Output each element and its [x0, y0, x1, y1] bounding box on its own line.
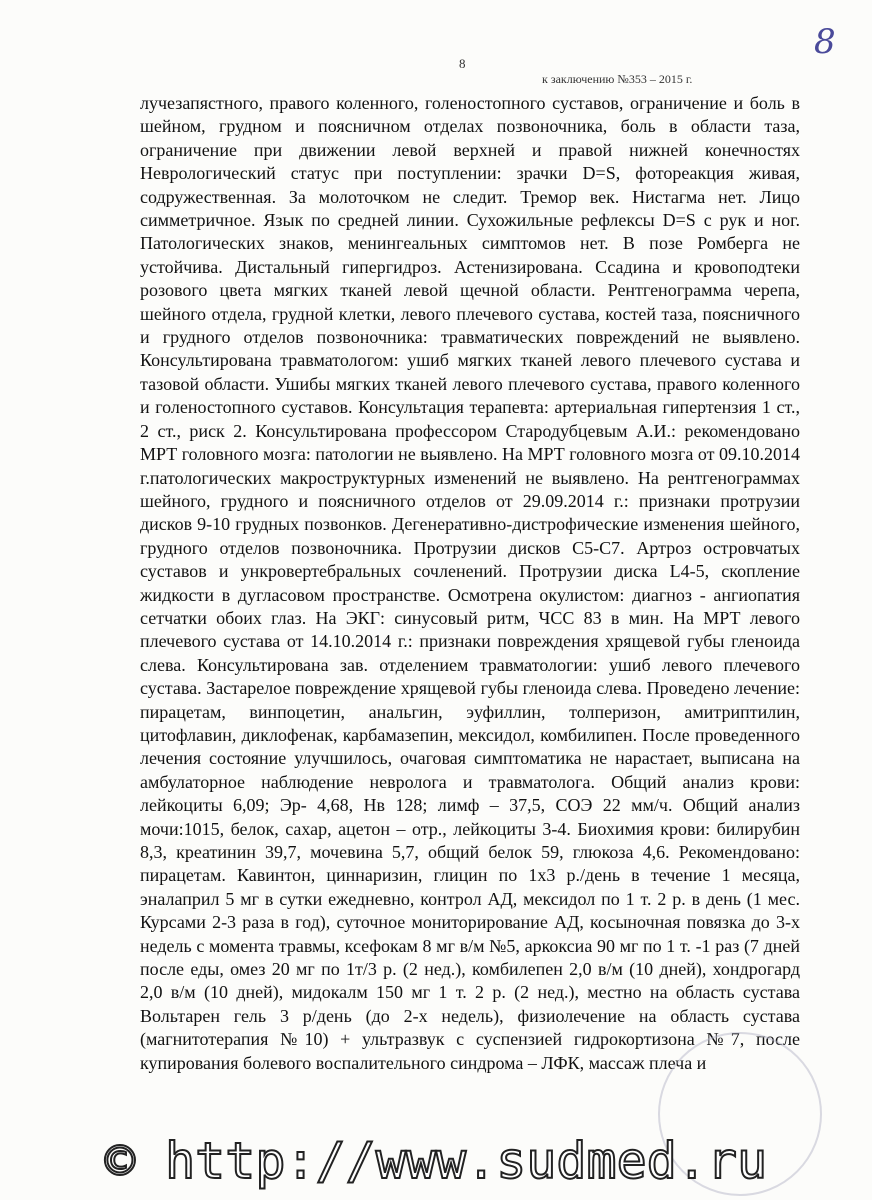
- page-number: 8: [459, 56, 466, 71]
- handwritten-page-number: 8: [814, 22, 836, 62]
- site-watermark: © http://www.sudmed.ru: [104, 1132, 768, 1190]
- conclusion-reference: к заключению №353 – 2015 г.: [542, 72, 693, 86]
- document-body-text: лучезапястного, правого коленного, голеностопного суставов, ограничение и боль в шейном, грудном и поясничном отделах позвоночника, боль в области таза, ограничение при движении левой верхней и правой нижней конечностях Неврологический статус при поступлении: зрачки D=S, фотореакция живая, содружественная. За молоточком не следит. Тремор век. Нистагма нет. Лицо симметричное. Язык по средней линии. Сухожильные рефлексы D=S с рук и ног. Патологических знаков, менингеальных симптомов нет. В позе Ромберга не устойчива. Дистальный гипергидроз. Астенизирована. Ссадина и кровоподтеки розового цвета мягких тканей левой щечной области. Рентгенограмма черепа, шейного отдела, грудной клетки, левого плечевого сустава, костей таза, поясничного и грудного отделов позвоночника: травматических повреждений не выявлено. Консультирована травматологом: ушиб мягких тканей левого плечевого сустава и тазовой области. Ушибы мягких тканей левого плечевого сустава, правого коленного и голеностопного суставов. Консультация терапевта: артериальная гипертензия 1 ст., 2 ст., риск 2. Консультирована профессором Стародубцевым А.И.: рекомендовано МРТ головного мозга: патологии не выявлено. На МРТ головного мозга от 09.10.2014 г.патологических макроструктурных изменений не выявлено. На рентгенограммах шейного, грудного и поясничного отделов от 29.09.2014 г.: признаки протрузии дисков 9-10 грудных позвонков. Дегенеративно-дистрофические изменения шейного, грудного отделов позвоночника. Протрузии дисков С5-С7. Артроз островчатых суставов и ункровертебральных сочленений. Протрузии диска L4-5, скопление жидкости в дугласовом пространстве. Осмотрена окулистом: диагноз - ангиопатия сетчатки обоих глаз. На ЭКГ: синусовый ритм, ЧСС 83 в мин. На МРТ левого плечевого сустава от 14.10.2014 г.: признаки повреждения хрящевой губы гленоида слева. Консультирована зав. отделением травматологии: ушиб левого плечевого сустава. Застарелое повреждение хрящевой губы гленоида слева. Проведено лечение: пирацетам, винпоцетин, анальгин, эуфиллин, толперизон, амитриптилин, цитофлавин, диклофенак, карбамазепин, мексидол, комбилипен. После проведенного лечения состояние улучшилось, очаговая симптоматика не нарастает, выписана на амбулаторное наблюдение невролога и травматолога. Общий анализ крови: лейкоциты 6,09; Эр- 4,68, Нв 128; лимф – 37,5, СОЭ 22 мм/ч. Общий анализ мочи:1015, белок, сахар, ацетон – отр., лейкоциты 3-4. Биохимия крови: билирубин 8,3, креатинин 39,7, мочевина 5,7, общий белок 59, глюкоза 4,6. Рекомендовано: пирацетам. Кавинтон, циннаризин, глицин по 1х3 р./день в течение 1 месяца, эналаприл 5 мг в сутки ежедневно, контрол АД, мексидол по 1 т. 2 р. в день (1 мес. Курсами 2-3 раза в год), суточное мониторирование АД, косыночная повязка до 3-х недель с момента травмы, ксефокам 8 мг в/м №5, аркоксиа 90 мг по 1 т. -1 раз (7 дней после еды, омез 20 мг по 1т/3 р. (2 нед.), комбилепен 2,0 в/м (10 дней), хондрогард 2,0 в/м (10 дней), мидокалм 150 мг 1 т. 2 р. (2 нед.), местно на область сустава Вольтарен гель 3 р/день (до 2-х недель), физиолечение на область сустава (магнитотерапия №10) + ультразвук с суспензией гидрокортизона №7, после купирования болевого воспалительного синдрома – ЛФК, массаж плеча и: [140, 93, 800, 1073]
